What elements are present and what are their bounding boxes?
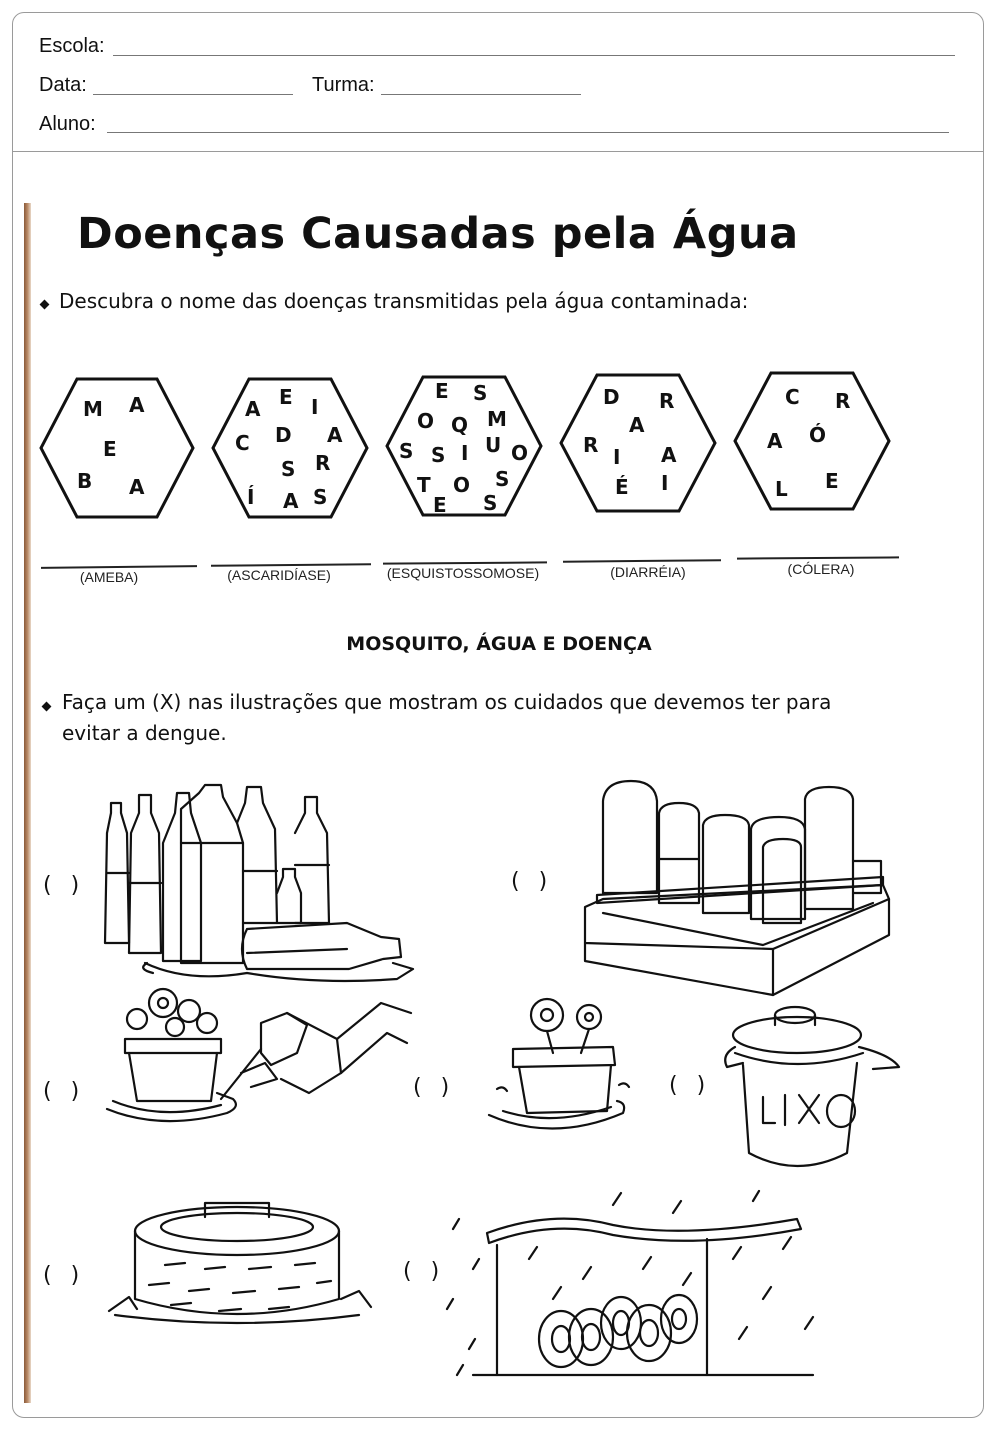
answer-text: (AMEBA) — [79, 569, 139, 585]
student-field[interactable] — [107, 132, 949, 133]
hex3-letter: O — [453, 473, 471, 497]
hex4-letter: A — [661, 443, 677, 467]
answer-line[interactable] — [737, 556, 899, 559]
hex2-letter: E — [279, 385, 293, 409]
hex1-letter: B — [77, 469, 93, 493]
hex2-letter: A — [245, 397, 261, 421]
crate-illustration — [583, 773, 903, 993]
hex3-letter: Q — [451, 413, 469, 437]
hex5-letter: E — [825, 469, 839, 493]
hex3-letter: O — [511, 441, 529, 465]
bullet-icon — [42, 702, 52, 712]
hex4-letter: D — [603, 385, 620, 409]
hex2-letter: S — [313, 485, 328, 509]
water-tank-illustration — [109, 1199, 399, 1329]
hex2-letter: C — [235, 431, 250, 455]
school-field[interactable] — [113, 55, 955, 56]
hex5-letter: R — [835, 389, 851, 413]
hex3-letter: S — [495, 467, 510, 491]
header-section — [13, 13, 983, 152]
hex4-letter: É — [615, 475, 629, 499]
hex1-letter: A — [129, 393, 145, 417]
hex4-letter: R — [583, 433, 599, 457]
hex3-letter: E — [433, 493, 447, 517]
date-label: Data: — [39, 74, 87, 96]
hex2-letter: D — [275, 423, 292, 447]
hex5-letter: A — [767, 429, 783, 453]
checkbox-trash-can[interactable]: ( ) — [669, 1073, 712, 1098]
hex4-letter: R — [659, 389, 675, 413]
checkbox-bottles[interactable]: ( ) — [43, 873, 86, 898]
bullet-icon — [40, 300, 50, 310]
hex2-letter: Í — [247, 485, 255, 509]
hex2-letter: R — [315, 451, 331, 475]
hex1-letter: E — [103, 437, 117, 461]
page-spine-shadow — [24, 203, 31, 1403]
instruction-hexagons: Descubra o nome das doenças transmitidas pela água contaminada: — [59, 289, 749, 313]
section-subtitle: MOSQUITO, ÁGUA E DOENÇA — [346, 633, 652, 655]
class-label: Turma: — [312, 74, 375, 96]
hex5-letter: Ó — [809, 423, 827, 447]
hex3-letter: S — [399, 439, 414, 463]
hex3-letter: I — [461, 441, 469, 465]
answer-text: (ESQUISTOSSOMOSE) — [386, 565, 540, 581]
hex3-letter: M — [487, 407, 507, 431]
hex4-letter: A — [629, 413, 645, 437]
hex4-letter: I — [661, 471, 669, 495]
hex2-letter: S — [281, 457, 296, 481]
hex2-letter: A — [327, 423, 343, 447]
instruction-dengue-line2: evitar a dengue. — [62, 721, 227, 745]
class-field[interactable] — [381, 94, 581, 95]
hex3-letter: S — [473, 381, 488, 405]
hexagon-1 — [39, 377, 195, 519]
bottles-illustration — [97, 773, 417, 983]
checkbox-tires[interactable]: ( ) — [403, 1259, 446, 1284]
hex5-letter: C — [785, 385, 800, 409]
checkbox-crate[interactable]: ( ) — [511, 869, 554, 894]
hex3-letter: S — [483, 491, 498, 515]
answer-text: (CÓLERA) — [787, 561, 855, 577]
trash-can-illustration — [713, 1003, 903, 1173]
hex3-letter: T — [417, 473, 431, 497]
flowerpot-sand-illustration — [101, 983, 411, 1133]
answer-text: (ASCARIDÍASE) — [227, 567, 331, 583]
checkbox-flowerpot-sand[interactable]: ( ) — [43, 1079, 86, 1104]
checkbox-water-tank[interactable]: ( ) — [43, 1263, 86, 1288]
hex1-letter: A — [129, 475, 145, 499]
tires-roof-illustration — [433, 1189, 833, 1379]
hex3-letter: S — [431, 443, 446, 467]
hex4-letter: I — [613, 445, 621, 469]
student-label: Aluno: — [39, 113, 96, 135]
hex2-letter: A — [283, 489, 299, 513]
school-label: Escola: — [39, 35, 105, 57]
worksheet-frame — [12, 12, 984, 1418]
flowerpot-water-illustration — [483, 993, 633, 1128]
date-field[interactable] — [93, 94, 293, 95]
answer-line[interactable] — [563, 559, 721, 562]
answer-text: (DIARRÉIA) — [610, 564, 686, 580]
checkbox-flowerpot-water[interactable]: ( ) — [413, 1075, 456, 1100]
hex3-letter: E — [435, 379, 449, 403]
hex3-letter: U — [485, 433, 502, 457]
hex2-letter: I — [311, 395, 319, 419]
hex5-letter: L — [775, 477, 788, 501]
page-title: Doenças Causadas pela Água — [77, 209, 799, 259]
instruction-dengue-line1: Faça um (X) nas ilustrações que mostram os cuidados que devemos ter para — [62, 690, 832, 714]
hex3-letter: O — [417, 409, 435, 433]
hex1-letter: M — [83, 397, 103, 421]
